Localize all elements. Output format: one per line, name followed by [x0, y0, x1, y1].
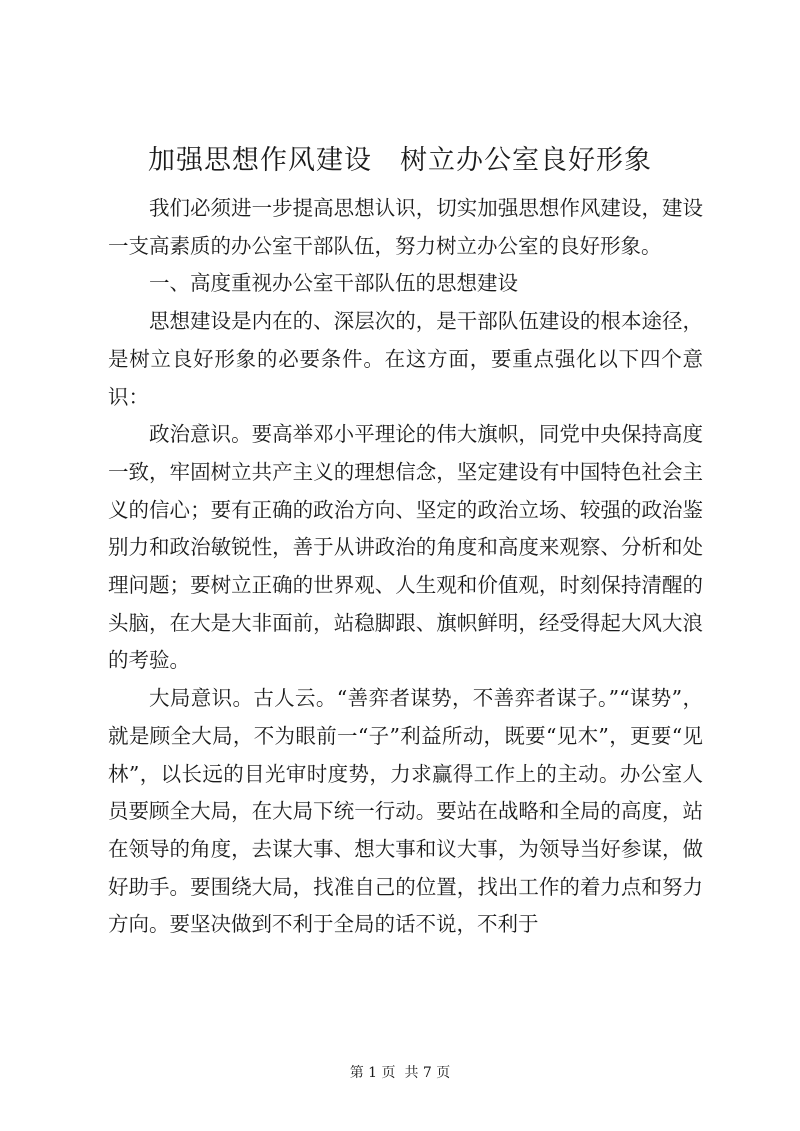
document-title: 加强思想作风建设 树立办公室良好形象 [148, 145, 652, 176]
section-1-paragraph: 思想建设是内在的、深层次的，是干部队伍建设的根本途径，是树立良好形象的必要条件。在这方面，要重点强化以下四个意识： [108, 309, 703, 409]
section-heading-1: 一、高度重视办公室干部队伍的思想建设 [149, 271, 518, 296]
page-number-footer: 第 1 页 共 7 页 [349, 1065, 451, 1081]
overall-awareness-paragraph: 大局意识。古人云。“善弈者谋势，不善弈者谋子。”“谋势”，就是顾全大局，不为眼前一“子”利益所动，既要“见木”，更要“见林”，以长远的目光审时度势，力求赢得工作上的主动。办公室人员要顾全大局，在大局下统一行动。要站在战略和全局的高度，站在领导的角度，去谋大事、想大事和议大事，为领导当好参谋，做好助手。要围绕大局，找准自己的位置，找出工作的着力点和努力方向。要坚决做到不利于全局的话不说，不利于 [108, 686, 703, 937]
document-body [108, 190, 703, 944]
intro-paragraph: 我们必须进一步提高思想认识，切实加强思想作风建设，建设一支高素质的办公室干部队伍，努力树立办公室的良好形象。 [108, 196, 703, 258]
political-awareness-paragraph: 政治意识。要高举邓小平理论的伟大旗帜，同党中央保持高度一致，牢固树立共产主义的理想信念，坚定建设有中国特色社会主义的信心；要有正确的政治方向、坚定的政治立场、较强的政治鉴别力和政治敏锐性，善于从讲政治的角度和高度来观察、分析和处理问题；要树立正确的世界观、人生观和价值观，时刻保持清醒的头脑，在大是大非面前，站稳脚跟、旗帜鲜明，经受得起大风大浪的考验。 [108, 422, 703, 673]
